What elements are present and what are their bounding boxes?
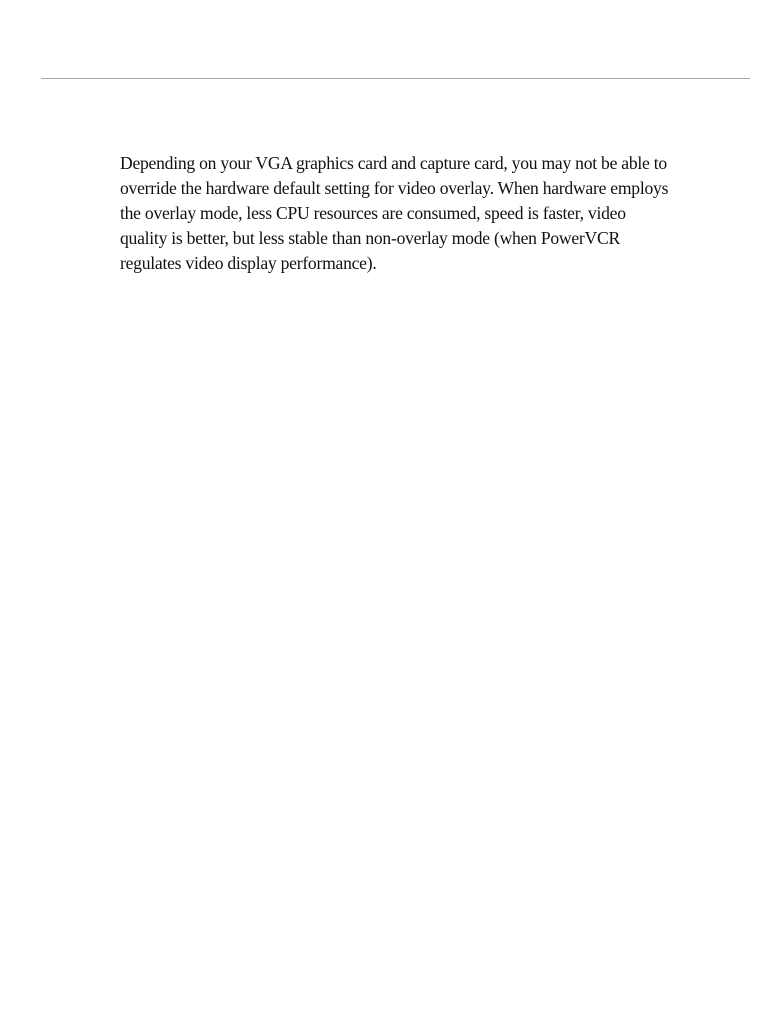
paragraph-line: the overlay mode, less CPU resources are consumed, speed is faster, video [120, 203, 626, 223]
paragraph-line: Depending on your VGA graphics card and capture card, you may not be able to [120, 153, 667, 173]
paragraph-line: regulates video display performance). [120, 253, 377, 273]
header-divider [41, 78, 750, 79]
paragraph-line: override the hardware default setting for video overlay. When hardware employs [120, 178, 669, 198]
main-content [120, 151, 720, 276]
overlay-paragraph [120, 151, 720, 276]
paragraph-line: quality is better, but less stable than non-overlay mode (when PowerVCR [120, 228, 620, 248]
